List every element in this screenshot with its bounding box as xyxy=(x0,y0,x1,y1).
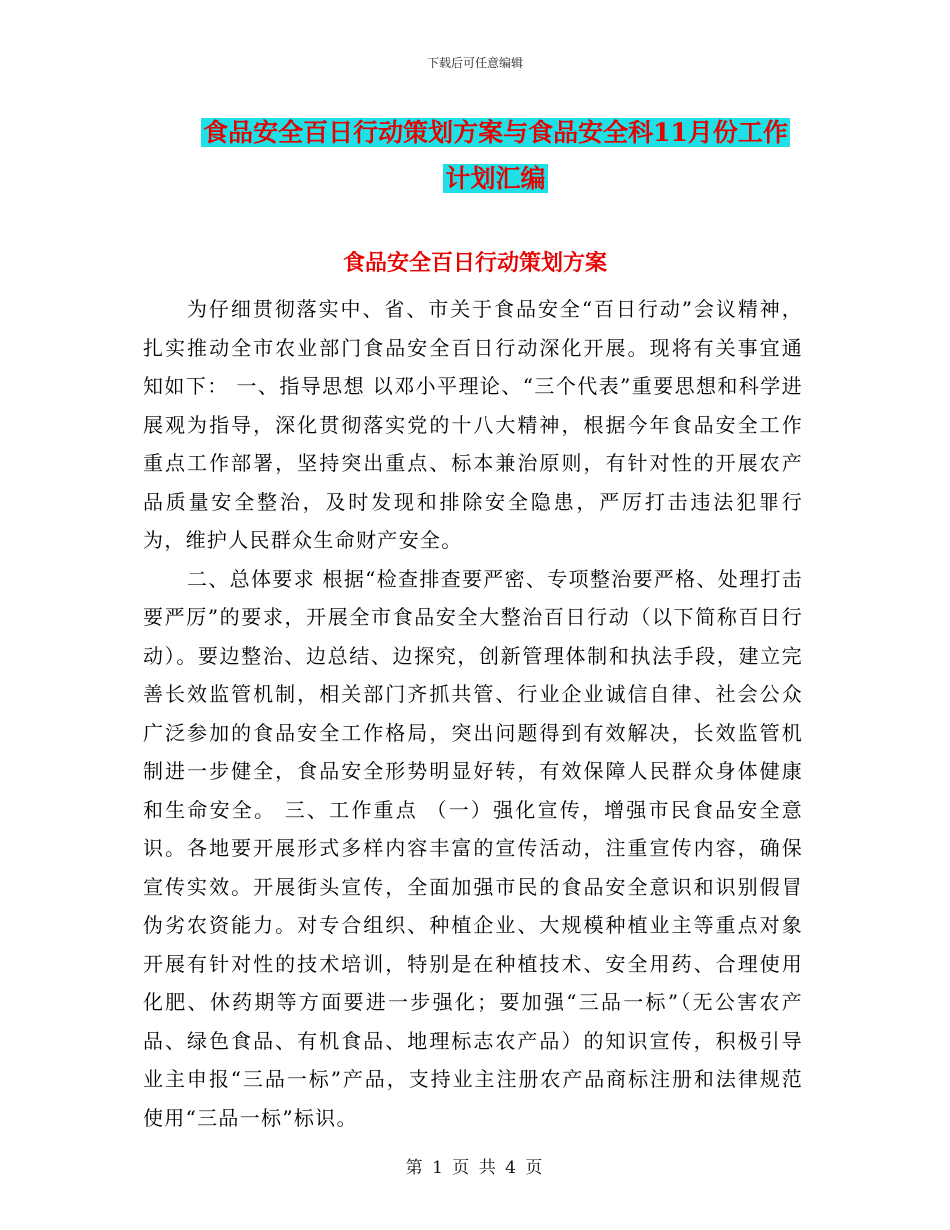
document-title xyxy=(143,110,848,202)
document-body xyxy=(143,290,803,1137)
document-title-line-2: 计划汇编 xyxy=(445,164,546,193)
body-paragraph: 为仔细贯彻落实中、省、市关于食品安全“百日行动”会议精神，扎实推动全市农业部门食品安全百日行动深化开展。现将有关事宜通知如下： 一、指导思想 以邓小平理论、“三个代表”重要思想和科学进展观为指导，深化贯彻落实党的十八大精神，根据今年食品安全工作重点工作部署，坚持突出重点、标本兼治原则，有针对性的开展农产品质量安全整治，及时发现和排除安全隐患，严厉打击违法犯罪行为，维护人民群众生命财产安全。 xyxy=(143,297,803,552)
header-note: 下载后可任意编辑 xyxy=(426,56,523,70)
body-paragraph: 二、总体要求 根据“检查排查要严密、专项整治要严格、处理打击要严厉”的要求，开展全市食品安全大整治百日行动（以下简称百日行动）。要边整治、边总结、边探究，创新管理体制和执法手段，建立完善长效监管机制，相关部门齐抓共管、行业企业诚信自律、社会公众广泛参加的食品安全工作格局，突出问题得到有效解决，长效监管机制进一步健全，食品安全形势明显好转，有效保障人民群众身体健康和生命安全。 三、工作重点 （一）强化宣传，增强市民食品安全意识。各地要开展形式多样内容丰富的宣传活动，注重宣传内容，确保宣传实效。开展街头宣传，全面加强市民的食品安全意识和识别假冒伪劣农资能力。对专合组织、种植企业、大规模种植业主等重点对象开展有针对性的技术培训，特别是在种植技术、安全用药、合理使用化肥、休药期等方面要进一步强化；要加强“三品一标”（无公害农产品、绿色食品、有机食品、地理标志农产品）的知识宣传，积极引导业主申报“三品一标”产品，支持业主注册农产品商标注册和法律规范使用“三品一标”标识。 xyxy=(143,566,803,1130)
document-title-line-1: 食品安全百日行动策划方案与食品安全科11月份工作 xyxy=(203,118,788,147)
page-number: 第 1 页 共 4 页 xyxy=(405,1158,545,1178)
section-title: 食品安全百日行动策划方案 xyxy=(342,250,607,276)
